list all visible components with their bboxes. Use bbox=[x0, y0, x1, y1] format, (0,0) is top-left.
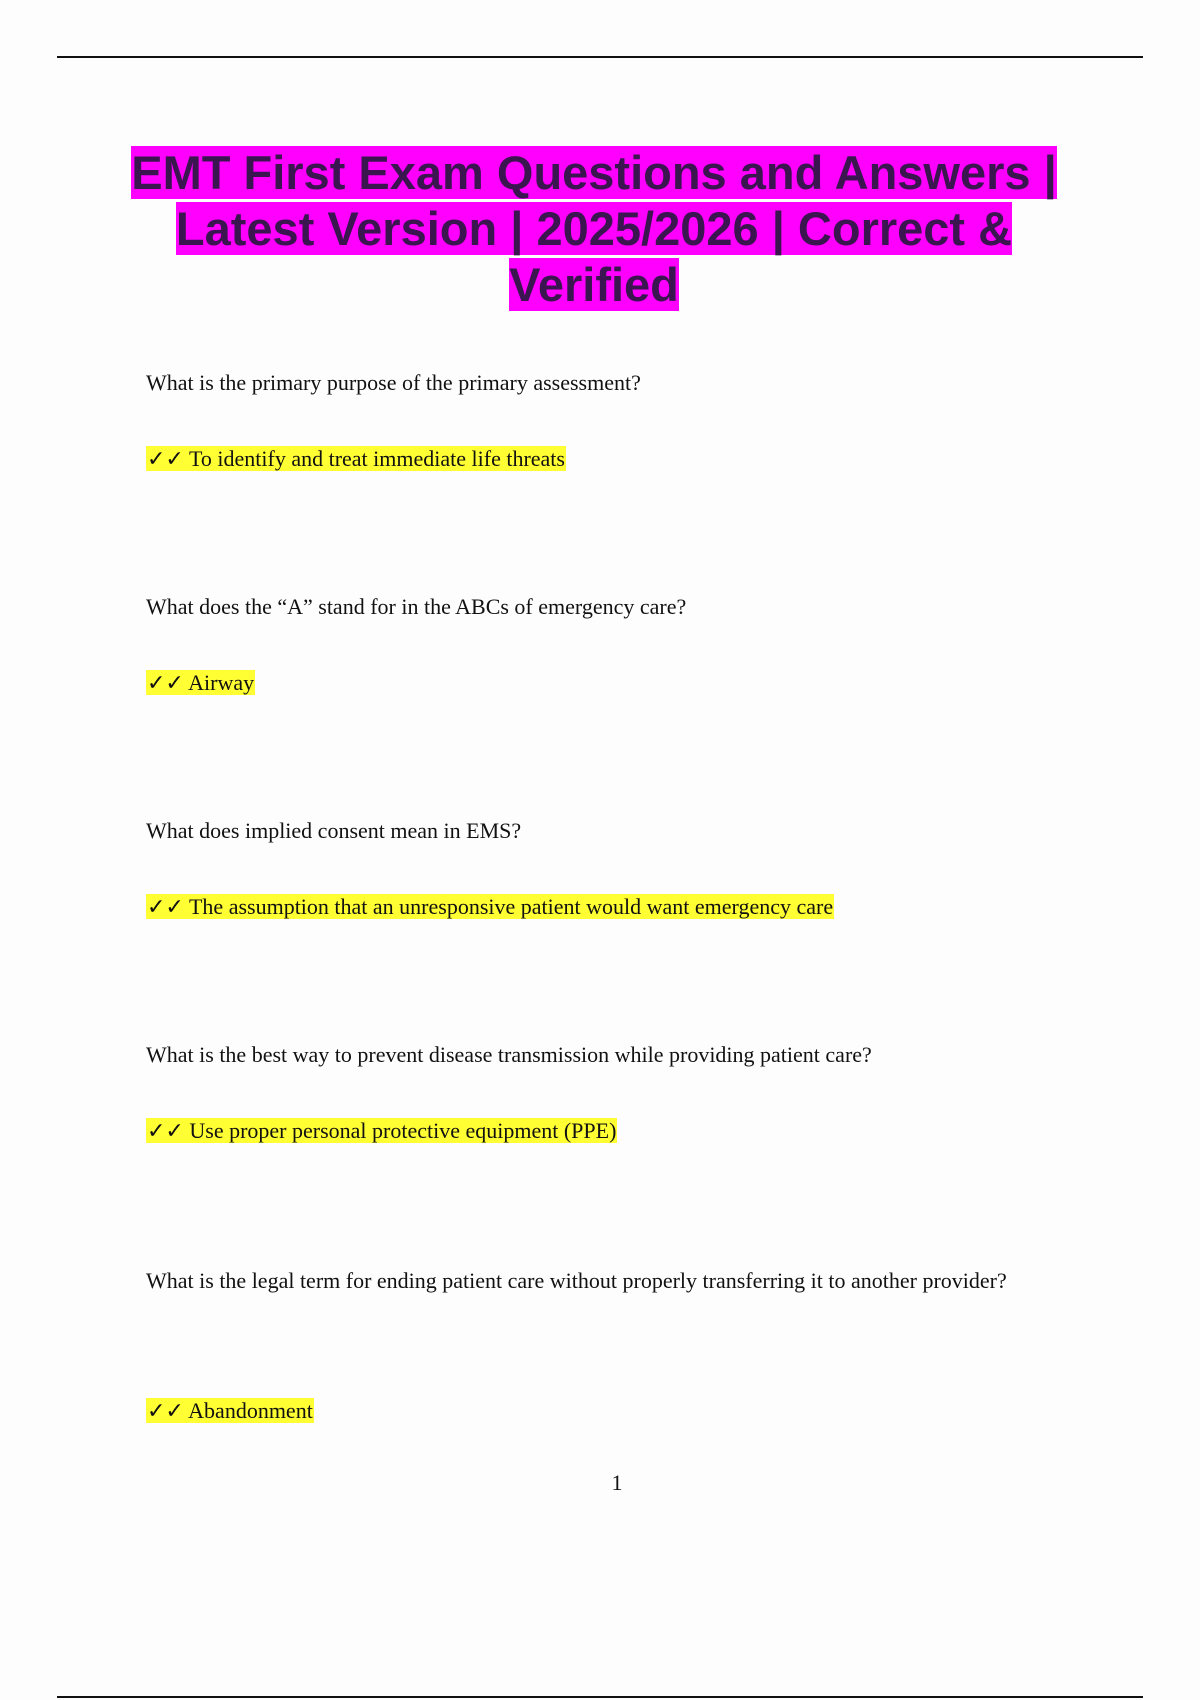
answer-text: Use proper personal protective equipment (PPE) bbox=[189, 1118, 617, 1143]
answer-text: Airway bbox=[188, 670, 255, 695]
top-rule bbox=[57, 56, 1143, 58]
answer-highlight bbox=[146, 446, 566, 471]
answer-highlight bbox=[146, 1118, 617, 1143]
question-5: What is the legal term for ending patient care without properly transferring it to another provider? bbox=[146, 1268, 1007, 1293]
check-icon: ✓✓ bbox=[147, 671, 184, 696]
document-title bbox=[120, 145, 1068, 313]
question-3: What does implied consent mean in EMS? bbox=[146, 818, 522, 843]
answer-highlight bbox=[146, 1398, 314, 1423]
answer-highlight bbox=[146, 670, 255, 695]
page-number: 1 bbox=[611, 1470, 623, 1495]
answer-text: The assumption that an unresponsive patient would want emergency care bbox=[188, 894, 834, 919]
answer-2 bbox=[146, 666, 255, 701]
question-2: What does the “A” stand for in the ABCs of emergency care? bbox=[146, 594, 687, 619]
check-icon: ✓✓ bbox=[147, 895, 184, 920]
check-icon: ✓✓ bbox=[147, 447, 184, 472]
question-1: What is the primary purpose of the primary assessment? bbox=[146, 370, 641, 395]
check-icon: ✓✓ bbox=[147, 1399, 184, 1424]
answer-highlight bbox=[146, 894, 834, 919]
bottom-rule bbox=[57, 1696, 1143, 1698]
question-4: What is the best way to prevent disease transmission while providing patient care? bbox=[146, 1042, 872, 1067]
check-icon: ✓✓ bbox=[147, 1119, 184, 1144]
answer-5 bbox=[146, 1394, 314, 1429]
answer-4 bbox=[146, 1114, 617, 1149]
answer-text: To identify and treat immediate life threats bbox=[188, 446, 565, 471]
answer-1 bbox=[146, 442, 566, 477]
answer-3 bbox=[146, 890, 834, 925]
answer-text: Abandonment bbox=[188, 1398, 313, 1423]
title-text: EMT First Exam Questions and Answers | Latest Version | 2025/2026 | Correct & Verified bbox=[131, 146, 1057, 311]
